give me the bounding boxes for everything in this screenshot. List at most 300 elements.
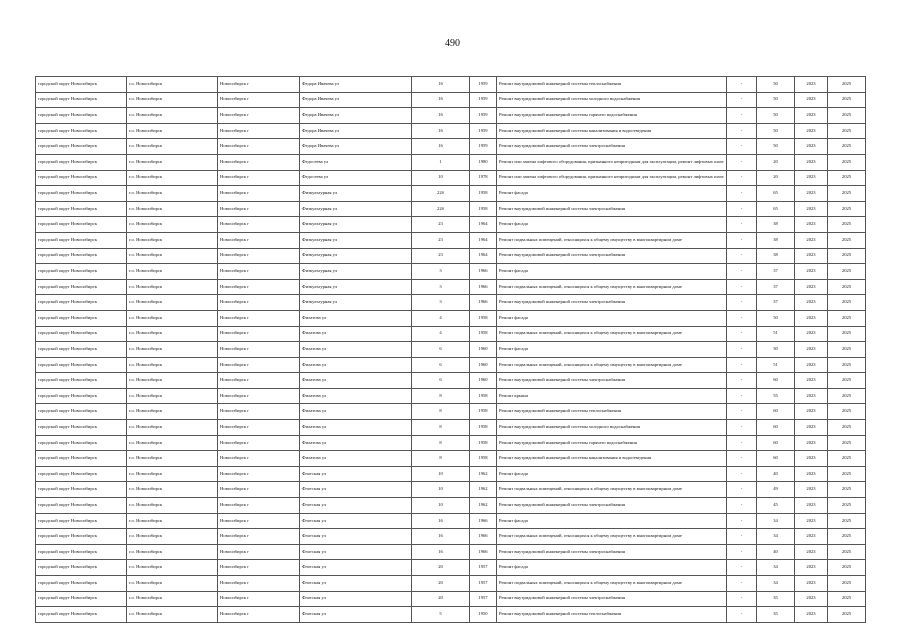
end-year-cell: 2025 [828, 326, 866, 342]
start-year-cell: 2023 [795, 279, 828, 295]
house-number-cell: 5 [412, 607, 470, 623]
end-year-cell: 2025 [828, 591, 866, 607]
table-row [36, 326, 866, 342]
build-year-cell: 1958 [470, 201, 497, 217]
district-cell: г.о. Новосибирск [127, 170, 218, 186]
value-cell: 40 [757, 544, 795, 560]
municipality-cell: городской округ Новосибирск [36, 170, 127, 186]
value-cell: 37 [757, 295, 795, 311]
locality-cell: Новосибирск г [218, 170, 300, 186]
dash-cell: - [727, 139, 757, 155]
dash-cell: - [727, 498, 757, 514]
build-year-cell: 1978 [470, 170, 497, 186]
locality-cell: Новосибирск г [218, 77, 300, 93]
table-row [36, 560, 866, 576]
end-year-cell: 2025 [828, 279, 866, 295]
dash-cell: - [727, 342, 757, 358]
work-type-cell: Ремонт внутридомовой инженерной системы теплоснабжения [497, 607, 727, 623]
start-year-cell: 2023 [795, 435, 828, 451]
locality-cell: Новосибирск г [218, 295, 300, 311]
work-type-cell: Ремонт внутридомовой инженерной системы электроснабжения [497, 248, 727, 264]
end-year-cell: 2025 [828, 217, 866, 233]
work-type-cell: Ремонт фасада [497, 264, 727, 280]
house-number-cell: 6 [412, 373, 470, 389]
district-cell: г.о. Новосибирск [127, 373, 218, 389]
street-cell: Филатова ул [300, 388, 412, 404]
house-number-cell: 1 [412, 154, 470, 170]
municipality-cell: городской округ Новосибирск [36, 388, 127, 404]
district-cell: г.о. Новосибирск [127, 310, 218, 326]
table-row [36, 264, 866, 280]
build-year-cell: 1966 [470, 529, 497, 545]
street-cell: Физкультурная ул [300, 248, 412, 264]
value-cell: 37 [757, 279, 795, 295]
start-year-cell: 2023 [795, 248, 828, 264]
build-year-cell: 1966 [470, 544, 497, 560]
start-year-cell: 2023 [795, 482, 828, 498]
locality-cell: Новосибирск г [218, 342, 300, 358]
work-type-cell: Ремонт внутридомовой инженерной системы электроснабжения [497, 295, 727, 311]
build-year-cell: 1958 [470, 435, 497, 451]
dash-cell: - [727, 123, 757, 139]
end-year-cell: 2025 [828, 373, 866, 389]
district-cell: г.о. Новосибирск [127, 513, 218, 529]
value-cell: 30 [757, 342, 795, 358]
value-cell: 51 [757, 357, 795, 373]
build-year-cell: 1958 [470, 451, 497, 467]
table-row [36, 591, 866, 607]
table-row [36, 513, 866, 529]
locality-cell: Новосибирск г [218, 466, 300, 482]
dash-cell: - [727, 264, 757, 280]
work-type-cell: Ремонт фасада [497, 186, 727, 202]
municipality-cell: городской округ Новосибирск [36, 232, 127, 248]
table-row [36, 170, 866, 186]
house-number-cell: 10 [412, 498, 470, 514]
value-cell: 37 [757, 264, 795, 280]
end-year-cell: 2025 [828, 295, 866, 311]
locality-cell: Новосибирск г [218, 217, 300, 233]
build-year-cell: 1962 [470, 498, 497, 514]
dash-cell: - [727, 295, 757, 311]
build-year-cell: 1959 [470, 123, 497, 139]
house-number-cell: 3 [412, 264, 470, 280]
locality-cell: Новосибирск г [218, 264, 300, 280]
district-cell: г.о. Новосибирск [127, 92, 218, 108]
table-row [36, 482, 866, 498]
house-number-cell: 8 [412, 435, 470, 451]
build-year-cell: 1960 [470, 357, 497, 373]
street-cell: Флотская ул [300, 466, 412, 482]
district-cell: г.о. Новосибирск [127, 498, 218, 514]
locality-cell: Новосибирск г [218, 388, 300, 404]
street-cell: Федора Ивачева ул [300, 108, 412, 124]
table-row [36, 139, 866, 155]
locality-cell: Новосибирск г [218, 591, 300, 607]
municipality-cell: городской округ Новосибирск [36, 201, 127, 217]
municipality-cell: городской округ Новосибирск [36, 482, 127, 498]
start-year-cell: 2023 [795, 560, 828, 576]
locality-cell: Новосибирск г [218, 451, 300, 467]
build-year-cell: 1962 [470, 466, 497, 482]
value-cell: 38 [757, 217, 795, 233]
value-cell: 20 [757, 170, 795, 186]
build-year-cell: 1962 [470, 482, 497, 498]
district-cell: г.о. Новосибирск [127, 186, 218, 202]
build-year-cell: 1966 [470, 513, 497, 529]
dash-cell: - [727, 201, 757, 217]
build-year-cell: 1958 [470, 388, 497, 404]
locality-cell: Новосибирск г [218, 404, 300, 420]
value-cell: 60 [757, 435, 795, 451]
value-cell: 50 [757, 123, 795, 139]
dash-cell: - [727, 576, 757, 592]
municipality-cell: городской округ Новосибирск [36, 591, 127, 607]
district-cell: г.о. Новосибирск [127, 357, 218, 373]
value-cell: 20 [757, 154, 795, 170]
table-row [36, 92, 866, 108]
municipality-cell: городской округ Новосибирск [36, 498, 127, 514]
end-year-cell: 2025 [828, 357, 866, 373]
start-year-cell: 2023 [795, 310, 828, 326]
dash-cell: - [727, 373, 757, 389]
municipality-cell: городской округ Новосибирск [36, 279, 127, 295]
end-year-cell: 2025 [828, 513, 866, 529]
dash-cell: - [727, 154, 757, 170]
start-year-cell: 2023 [795, 326, 828, 342]
district-cell: г.о. Новосибирск [127, 279, 218, 295]
municipality-cell: городской округ Новосибирск [36, 466, 127, 482]
table-row [36, 295, 866, 311]
locality-cell: Новосибирск г [218, 154, 300, 170]
value-cell: 60 [757, 420, 795, 436]
locality-cell: Новосибирск г [218, 232, 300, 248]
municipality-cell: городской округ Новосибирск [36, 77, 127, 93]
house-number-cell: 3 [412, 295, 470, 311]
municipality-cell: городской округ Новосибирск [36, 264, 127, 280]
value-cell: 65 [757, 186, 795, 202]
end-year-cell: 2025 [828, 576, 866, 592]
municipality-cell: городской округ Новосибирск [36, 248, 127, 264]
start-year-cell: 2023 [795, 388, 828, 404]
district-cell: г.о. Новосибирск [127, 123, 218, 139]
start-year-cell: 2023 [795, 544, 828, 560]
start-year-cell: 2023 [795, 154, 828, 170]
end-year-cell: 2025 [828, 123, 866, 139]
locality-cell: Новосибирск г [218, 139, 300, 155]
street-cell: Федора Ивачева ул [300, 92, 412, 108]
dash-cell: - [727, 217, 757, 233]
work-type-cell: Ремонт фасада [497, 342, 727, 358]
table-row [36, 217, 866, 233]
work-type-cell: Ремонт внутридомовой инженерной системы электроснабжения [497, 201, 727, 217]
locality-cell: Новосибирск г [218, 498, 300, 514]
end-year-cell: 2025 [828, 248, 866, 264]
locality-cell: Новосибирск г [218, 560, 300, 576]
house-number-cell: 16 [412, 529, 470, 545]
street-cell: Флотская ул [300, 560, 412, 576]
work-type-cell: Ремонт внутридомовой инженерной системы электроснабжения [497, 373, 727, 389]
end-year-cell: 2025 [828, 264, 866, 280]
end-year-cell: 2025 [828, 544, 866, 560]
street-cell: Филатова ул [300, 326, 412, 342]
municipality-cell: городской округ Новосибирск [36, 357, 127, 373]
start-year-cell: 2023 [795, 342, 828, 358]
house-number-cell: 16 [412, 513, 470, 529]
work-type-cell: Ремонт внутридомовой инженерной системы канализования и водоотведения [497, 123, 727, 139]
build-year-cell: 1964 [470, 217, 497, 233]
district-cell: г.о. Новосибирск [127, 232, 218, 248]
build-year-cell: 1958 [470, 404, 497, 420]
dash-cell: - [727, 529, 757, 545]
dash-cell: - [727, 420, 757, 436]
dash-cell: - [727, 232, 757, 248]
dash-cell: - [727, 560, 757, 576]
end-year-cell: 2025 [828, 232, 866, 248]
municipality-cell: городской округ Новосибирск [36, 513, 127, 529]
capital-repair-table [35, 76, 866, 623]
municipality-cell: городской округ Новосибирск [36, 607, 127, 623]
value-cell: 35 [757, 607, 795, 623]
start-year-cell: 2023 [795, 576, 828, 592]
dash-cell: - [727, 108, 757, 124]
build-year-cell: 1958 [470, 420, 497, 436]
value-cell: 50 [757, 139, 795, 155]
municipality-cell: городской округ Новосибирск [36, 576, 127, 592]
locality-cell: Новосибирск г [218, 607, 300, 623]
value-cell: 34 [757, 576, 795, 592]
start-year-cell: 2023 [795, 420, 828, 436]
work-type-cell: Ремонт крыши [497, 388, 727, 404]
start-year-cell: 2023 [795, 170, 828, 186]
locality-cell: Новосибирск г [218, 310, 300, 326]
start-year-cell: 2023 [795, 591, 828, 607]
table-row [36, 279, 866, 295]
dash-cell: - [727, 310, 757, 326]
house-number-cell: 8 [412, 404, 470, 420]
street-cell: Физкультурная ул [300, 217, 412, 233]
house-number-cell: 6 [412, 342, 470, 358]
build-year-cell: 1959 [470, 77, 497, 93]
dash-cell: - [727, 544, 757, 560]
district-cell: г.о. Новосибирск [127, 591, 218, 607]
district-cell: г.о. Новосибирск [127, 420, 218, 436]
dash-cell: - [727, 92, 757, 108]
house-number-cell: 6 [412, 357, 470, 373]
street-cell: Физкультурная ул [300, 264, 412, 280]
house-number-cell: 10 [412, 170, 470, 186]
municipality-cell: городской округ Новосибирск [36, 451, 127, 467]
dash-cell: - [727, 451, 757, 467]
work-type-cell: Ремонт внутридомовой инженерной системы электроснабжения [497, 544, 727, 560]
house-number-cell: 23 [412, 217, 470, 233]
start-year-cell: 2023 [795, 513, 828, 529]
build-year-cell: 1964 [470, 248, 497, 264]
locality-cell: Новосибирск г [218, 420, 300, 436]
dash-cell: - [727, 248, 757, 264]
street-cell: Филатова ул [300, 420, 412, 436]
value-cell: 38 [757, 248, 795, 264]
start-year-cell: 2023 [795, 498, 828, 514]
municipality-cell: городской округ Новосибирск [36, 560, 127, 576]
house-number-cell: 22б [412, 186, 470, 202]
start-year-cell: 2023 [795, 92, 828, 108]
work-type-cell: Ремонт фасада [497, 217, 727, 233]
value-cell: 34 [757, 513, 795, 529]
dash-cell: - [727, 466, 757, 482]
table-row [36, 576, 866, 592]
table-row [36, 451, 866, 467]
value-cell: 60 [757, 451, 795, 467]
street-cell: Филатова ул [300, 357, 412, 373]
end-year-cell: 2025 [828, 186, 866, 202]
house-number-cell: 4 [412, 310, 470, 326]
house-number-cell: 8 [412, 388, 470, 404]
start-year-cell: 2023 [795, 295, 828, 311]
dash-cell: - [727, 404, 757, 420]
municipality-cell: городской округ Новосибирск [36, 186, 127, 202]
table-row [36, 77, 866, 93]
house-number-cell: 23 [412, 232, 470, 248]
district-cell: г.о. Новосибирск [127, 108, 218, 124]
table-row [36, 498, 866, 514]
district-cell: г.о. Новосибирск [127, 217, 218, 233]
locality-cell: Новосибирск г [218, 529, 300, 545]
locality-cell: Новосибирск г [218, 482, 300, 498]
dash-cell: - [727, 77, 757, 93]
start-year-cell: 2023 [795, 186, 828, 202]
start-year-cell: 2023 [795, 232, 828, 248]
street-cell: Флотская ул [300, 544, 412, 560]
value-cell: 50 [757, 92, 795, 108]
table-row [36, 388, 866, 404]
table-row [36, 466, 866, 482]
value-cell: 50 [757, 108, 795, 124]
build-year-cell: 1958 [470, 310, 497, 326]
build-year-cell: 1960 [470, 342, 497, 358]
house-number-cell: 3 [412, 279, 470, 295]
build-year-cell: 1957 [470, 576, 497, 592]
work-type-cell: Ремонт внутридомовой инженерной системы электроснабжения [497, 139, 727, 155]
district-cell: г.о. Новосибирск [127, 560, 218, 576]
table-row [36, 357, 866, 373]
work-type-cell: Ремонт внутридомовой инженерной системы теплоснабжения [497, 77, 727, 93]
start-year-cell: 2023 [795, 607, 828, 623]
locality-cell: Новосибирск г [218, 435, 300, 451]
table-row [36, 435, 866, 451]
house-number-cell: 22б [412, 201, 470, 217]
table-row [36, 154, 866, 170]
municipality-cell: городской округ Новосибирск [36, 420, 127, 436]
value-cell: 65 [757, 201, 795, 217]
municipality-cell: городской округ Новосибирск [36, 108, 127, 124]
work-type-cell: Ремонт внутридомовой инженерной системы теплоснабжения [497, 404, 727, 420]
work-type-cell: Ремонт внутридомовой инженерной системы холодного водоснабжения [497, 420, 727, 436]
locality-cell: Новосибирск г [218, 92, 300, 108]
work-type-cell: Ремонт внутридомовой инженерной системы холодного водоснабжения [497, 92, 727, 108]
value-cell: 51 [757, 326, 795, 342]
work-type-cell: Ремонт или замена лифтового оборудования, признанного непригодным для эксплуатации, ремонт лифтовых шахт [497, 154, 727, 170]
street-cell: Флотская ул [300, 498, 412, 514]
house-number-cell: 10 [412, 482, 470, 498]
end-year-cell: 2025 [828, 482, 866, 498]
value-cell: 34 [757, 560, 795, 576]
value-cell: 60 [757, 373, 795, 389]
street-cell: Федора Ивачева ул [300, 123, 412, 139]
work-type-cell: Ремонт фасада [497, 560, 727, 576]
work-type-cell: Ремонт подвальных помещений, относящихся к общему имуществу в многоквартирном доме [497, 232, 727, 248]
end-year-cell: 2025 [828, 92, 866, 108]
street-cell: Физкультурная ул [300, 279, 412, 295]
table-row [36, 123, 866, 139]
value-cell: 49 [757, 482, 795, 498]
house-number-cell: 16 [412, 544, 470, 560]
locality-cell: Новосибирск г [218, 248, 300, 264]
value-cell: 35 [757, 591, 795, 607]
dash-cell: - [727, 170, 757, 186]
work-type-cell: Ремонт подвальных помещений, относящихся к общему имуществу в многоквартирном доме [497, 529, 727, 545]
end-year-cell: 2025 [828, 498, 866, 514]
municipality-cell: городской округ Новосибирск [36, 404, 127, 420]
house-number-cell: 16 [412, 108, 470, 124]
house-number-cell: 16 [412, 92, 470, 108]
district-cell: г.о. Новосибирск [127, 482, 218, 498]
work-type-cell: Ремонт внутридомовой инженерной системы электроснабжения [497, 498, 727, 514]
street-cell: Федосеева ул [300, 154, 412, 170]
locality-cell: Новосибирск г [218, 279, 300, 295]
value-cell: 40 [757, 466, 795, 482]
district-cell: г.о. Новосибирск [127, 326, 218, 342]
locality-cell: Новосибирск г [218, 201, 300, 217]
district-cell: г.о. Новосибирск [127, 451, 218, 467]
locality-cell: Новосибирск г [218, 373, 300, 389]
house-number-cell: 16 [412, 139, 470, 155]
work-type-cell: Ремонт фасада [497, 310, 727, 326]
dash-cell: - [727, 513, 757, 529]
end-year-cell: 2025 [828, 404, 866, 420]
build-year-cell: 1966 [470, 295, 497, 311]
street-cell: Флотская ул [300, 576, 412, 592]
municipality-cell: городской округ Новосибирск [36, 217, 127, 233]
district-cell: г.о. Новосибирск [127, 139, 218, 155]
table-row [36, 310, 866, 326]
street-cell: Федора Ивачева ул [300, 139, 412, 155]
table-row [36, 201, 866, 217]
locality-cell: Новосибирск г [218, 544, 300, 560]
district-cell: г.о. Новосибирск [127, 466, 218, 482]
work-type-cell: Ремонт или замена лифтового оборудования, признанного непригодным для эксплуатации, ремонт лифтовых шахт [497, 170, 727, 186]
work-type-cell: Ремонт фасада [497, 513, 727, 529]
locality-cell: Новосибирск г [218, 576, 300, 592]
start-year-cell: 2023 [795, 451, 828, 467]
work-type-cell: Ремонт подвальных помещений, относящихся к общему имуществу в многоквартирном доме [497, 576, 727, 592]
house-number-cell: 20 [412, 576, 470, 592]
build-year-cell: 1958 [470, 326, 497, 342]
page-number: 490 [445, 38, 460, 49]
table-row [36, 108, 866, 124]
district-cell: г.о. Новосибирск [127, 264, 218, 280]
street-cell: Флотская ул [300, 607, 412, 623]
build-year-cell: 1958 [470, 186, 497, 202]
start-year-cell: 2023 [795, 466, 828, 482]
district-cell: г.о. Новосибирск [127, 248, 218, 264]
house-number-cell: 23 [412, 248, 470, 264]
table-row [36, 342, 866, 358]
dash-cell: - [727, 357, 757, 373]
district-cell: г.о. Новосибирск [127, 404, 218, 420]
district-cell: г.о. Новосибирск [127, 544, 218, 560]
district-cell: г.о. Новосибирск [127, 295, 218, 311]
